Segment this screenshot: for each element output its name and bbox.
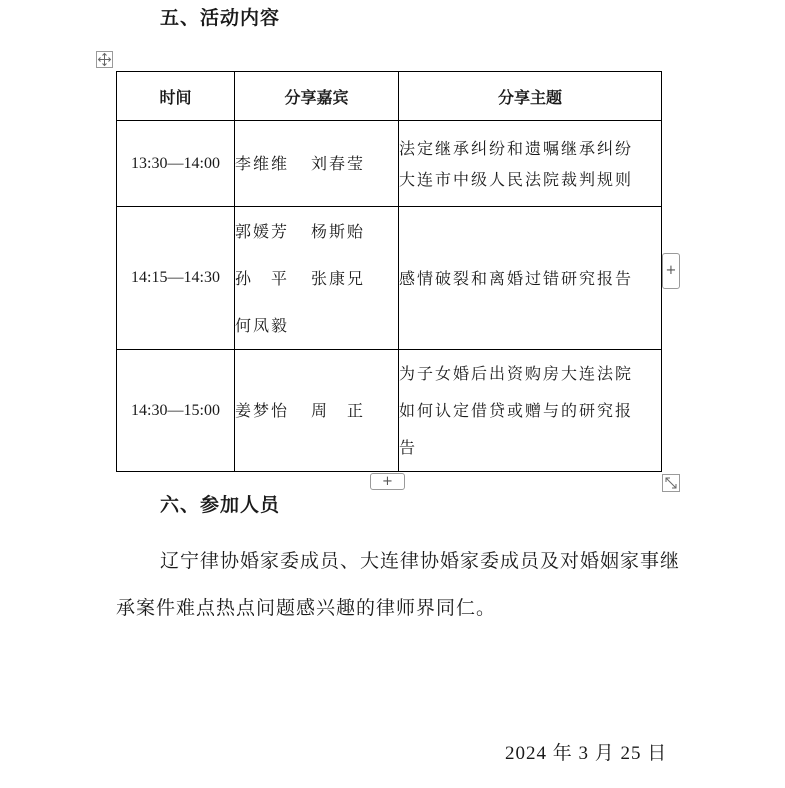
guest-name: 李维维 — [235, 154, 290, 173]
topic-line: 如何认定借贷或赠与的研究报 — [399, 401, 634, 420]
add-column-button[interactable]: + — [662, 253, 680, 289]
schedule-table — [116, 71, 662, 472]
table-row — [117, 121, 662, 207]
guest-line — [235, 148, 398, 179]
guest-name: 何凤毅 — [235, 315, 290, 335]
guests-cell[interactable] — [235, 207, 399, 350]
table-move-handle[interactable] — [96, 51, 113, 68]
section-5-heading: 五、活动内容 — [160, 7, 281, 29]
table-resize-handle[interactable] — [662, 474, 680, 492]
header-time: 时间 — [117, 72, 235, 121]
header-guests: 分享嘉宾 — [235, 72, 399, 121]
guest-name: 郭媛芳 — [235, 221, 290, 241]
time-cell[interactable]: 14:30—15:00 — [117, 350, 235, 472]
topic-line: 为子女婚后出资购房大连法院 — [399, 364, 634, 383]
guest-name: 杨斯贻 — [311, 221, 366, 241]
time-cell[interactable]: 14:15—14:30 — [117, 207, 235, 350]
guest-name: 周 正 — [311, 401, 366, 420]
guest-name: 张康兄 — [311, 268, 366, 288]
topic-line: 法定继承纠纷和遗嘱继承纠纷 — [399, 138, 634, 158]
guest-name: 姜梦怡 — [235, 401, 290, 420]
guest-name: 刘春莹 — [311, 154, 366, 173]
topic-cell[interactable] — [399, 350, 662, 472]
topic-line: 大连市中级人民法院裁判规则 — [399, 169, 634, 189]
guest-line — [235, 263, 398, 294]
guests-cell[interactable] — [235, 350, 399, 472]
participants-paragraph: 辽宁律协婚家委成员、大连律协婚家委成员及对婚姻家事继承案件难点热点问题感兴趣的律师界同仁。 — [116, 550, 681, 619]
guest-line — [235, 395, 398, 426]
guest-line — [235, 216, 398, 247]
resize-icon — [663, 475, 679, 491]
topic-cell[interactable] — [399, 121, 662, 207]
topic-cell[interactable] — [399, 207, 662, 350]
topic-line: 告 — [399, 438, 418, 457]
table-row — [117, 350, 662, 472]
header-topic: 分享主题 — [399, 72, 662, 121]
section-6-heading: 六、参加人员 — [160, 494, 281, 516]
table-header-row — [117, 72, 662, 121]
document-date: 2024 年 3 月 25 日 — [505, 743, 668, 764]
guest-name: 孙 平 — [235, 268, 290, 288]
guests-cell[interactable] — [235, 121, 399, 207]
add-row-button[interactable]: + — [370, 473, 405, 490]
table-row — [117, 207, 662, 350]
guest-line — [235, 310, 398, 341]
time-cell[interactable]: 13:30—14:00 — [117, 121, 235, 207]
move-icon — [97, 52, 112, 67]
topic-line: 感情破裂和离婚过错研究报告 — [399, 268, 634, 288]
